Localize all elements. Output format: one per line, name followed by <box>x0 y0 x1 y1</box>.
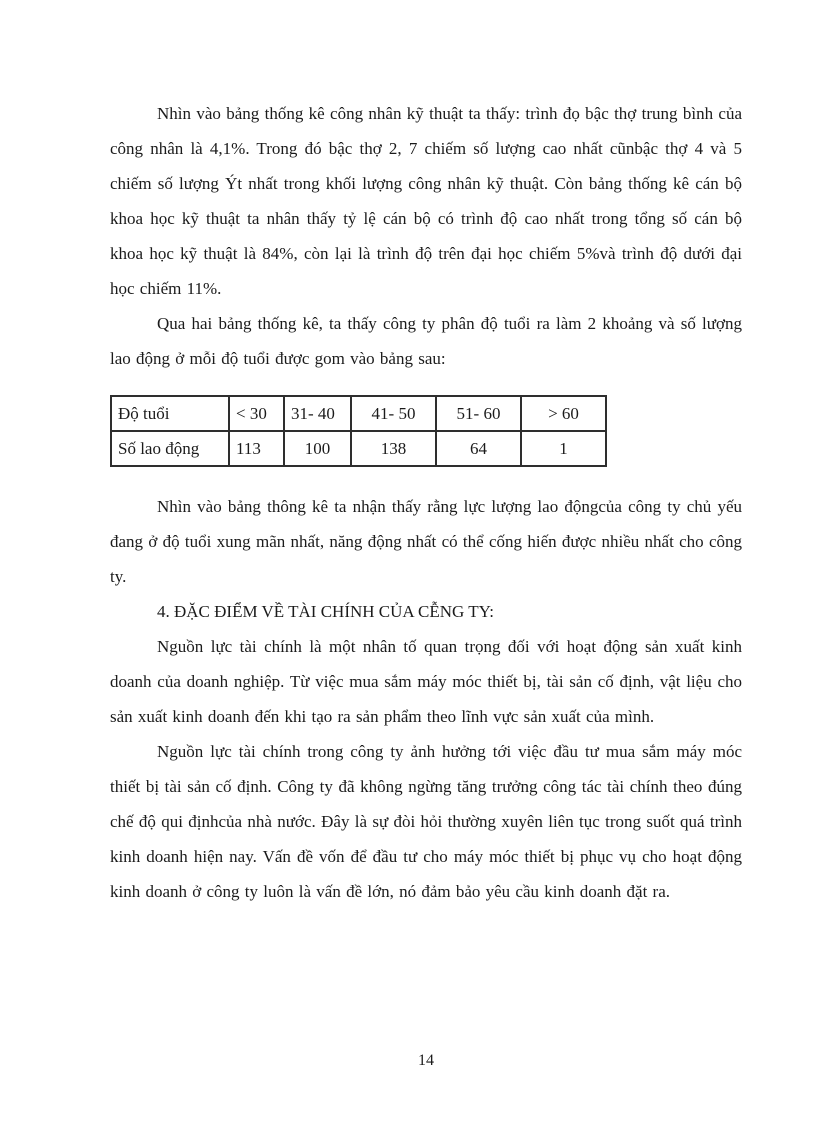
body-paragraph-1: Nhìn vào bảng thống kê công nhân kỹ thuật ta thấy: trình đọ bậc thợ trung bình của công nhân là 4,1%. Trong đó bậc thợ 2, 7 chiếm số lượng cao nhất cũnbậc thợ 4 và 5 chiếm số lượng Ýt nhất trong khối lượng công nhân kỹ thuật. Còn bảng thống kê cán bộ khoa học kỹ thuật ta nhân thấy tỷ lệ cán bộ có trình độ cao nhất trong tổng số cán bộ khoa học kỹ thuật là 84%, còn lại là trình độ trên đại học chiếm 5%và trình độ dưới đại học chiếm 11%. <box>110 104 742 298</box>
table-cell-31-40: 100 <box>284 431 351 466</box>
table-cell-under30: 113 <box>229 431 284 466</box>
body-paragraph-2: Qua hai bảng thống kê, ta thấy công ty phân độ tuổi ra làm 2 khoảng và số lượng lao động ở mỗi độ tuổi được gom vào bảng sau: <box>110 314 742 368</box>
table-data-row <box>111 431 606 466</box>
document-page <box>110 96 742 909</box>
table-header-cell-31-40: 31- 40 <box>284 396 351 431</box>
body-paragraph-3: Nhìn vào bảng thông kê ta nhận thấy rằng lực lượng lao độngcủa công ty chủ yếu đang ở độ tuổi xung mãn nhất, năng động nhất có thể cống hiến được nhiều nhất cho công ty. <box>110 497 742 586</box>
table-cell-51-60: 64 <box>436 431 521 466</box>
page-number: 14 <box>418 1052 434 1069</box>
table-cell-label: Số lao động <box>111 431 229 466</box>
body-paragraph-4: Nguồn lực tài chính là một nhân tố quan trọng đối với hoạt động sản xuất kinh doanh của doanh nghiệp. Từ việc mua sắm máy móc thiết bị, tài sản cố định, vật liệu cho sản xuất kinh doanh đến khi tạo ra sản phẩm theo lĩnh vực sản xuất của mình. <box>110 637 742 726</box>
table-cell-41-50: 138 <box>351 431 436 466</box>
table-header-cell-under30: < 30 <box>229 396 284 431</box>
table-cell-over60: 1 <box>521 431 606 466</box>
page-footer <box>110 1050 742 1072</box>
age-distribution-table <box>110 395 607 467</box>
table-header-cell-over60: > 60 <box>521 396 606 431</box>
body-paragraph-5: Nguồn lực tài chính trong công ty ảnh hưởng tới việc đầu tư mua sắm máy móc thiết bị tài sản cố định. Công ty đã không ngừng tăng trưởng công tác tài chính theo đúng chế độ qui địnhcủa nhà nước. Đây là sự đòi hỏi thường xuyên liên tục trong suốt quá trình kinh doanh hiện nay. Vấn đề vốn để đầu tư cho máy móc thiết bị phục vụ cho hoạt động kinh doanh ở công ty luôn là vấn đề lớn, nó đảm bảo yêu cầu kinh doanh đặt ra. <box>110 742 742 901</box>
table-header-cell-51-60: 51- 60 <box>436 396 521 431</box>
table-header-cell-age: Độ tuổi <box>111 396 229 431</box>
section-heading: 4. ĐẶC ĐIỂM VỀ TÀI CHÍNH CỦA CỄNG TY: <box>157 602 495 621</box>
table-header-row <box>111 396 606 431</box>
table-header-cell-41-50: 41- 50 <box>351 396 436 431</box>
